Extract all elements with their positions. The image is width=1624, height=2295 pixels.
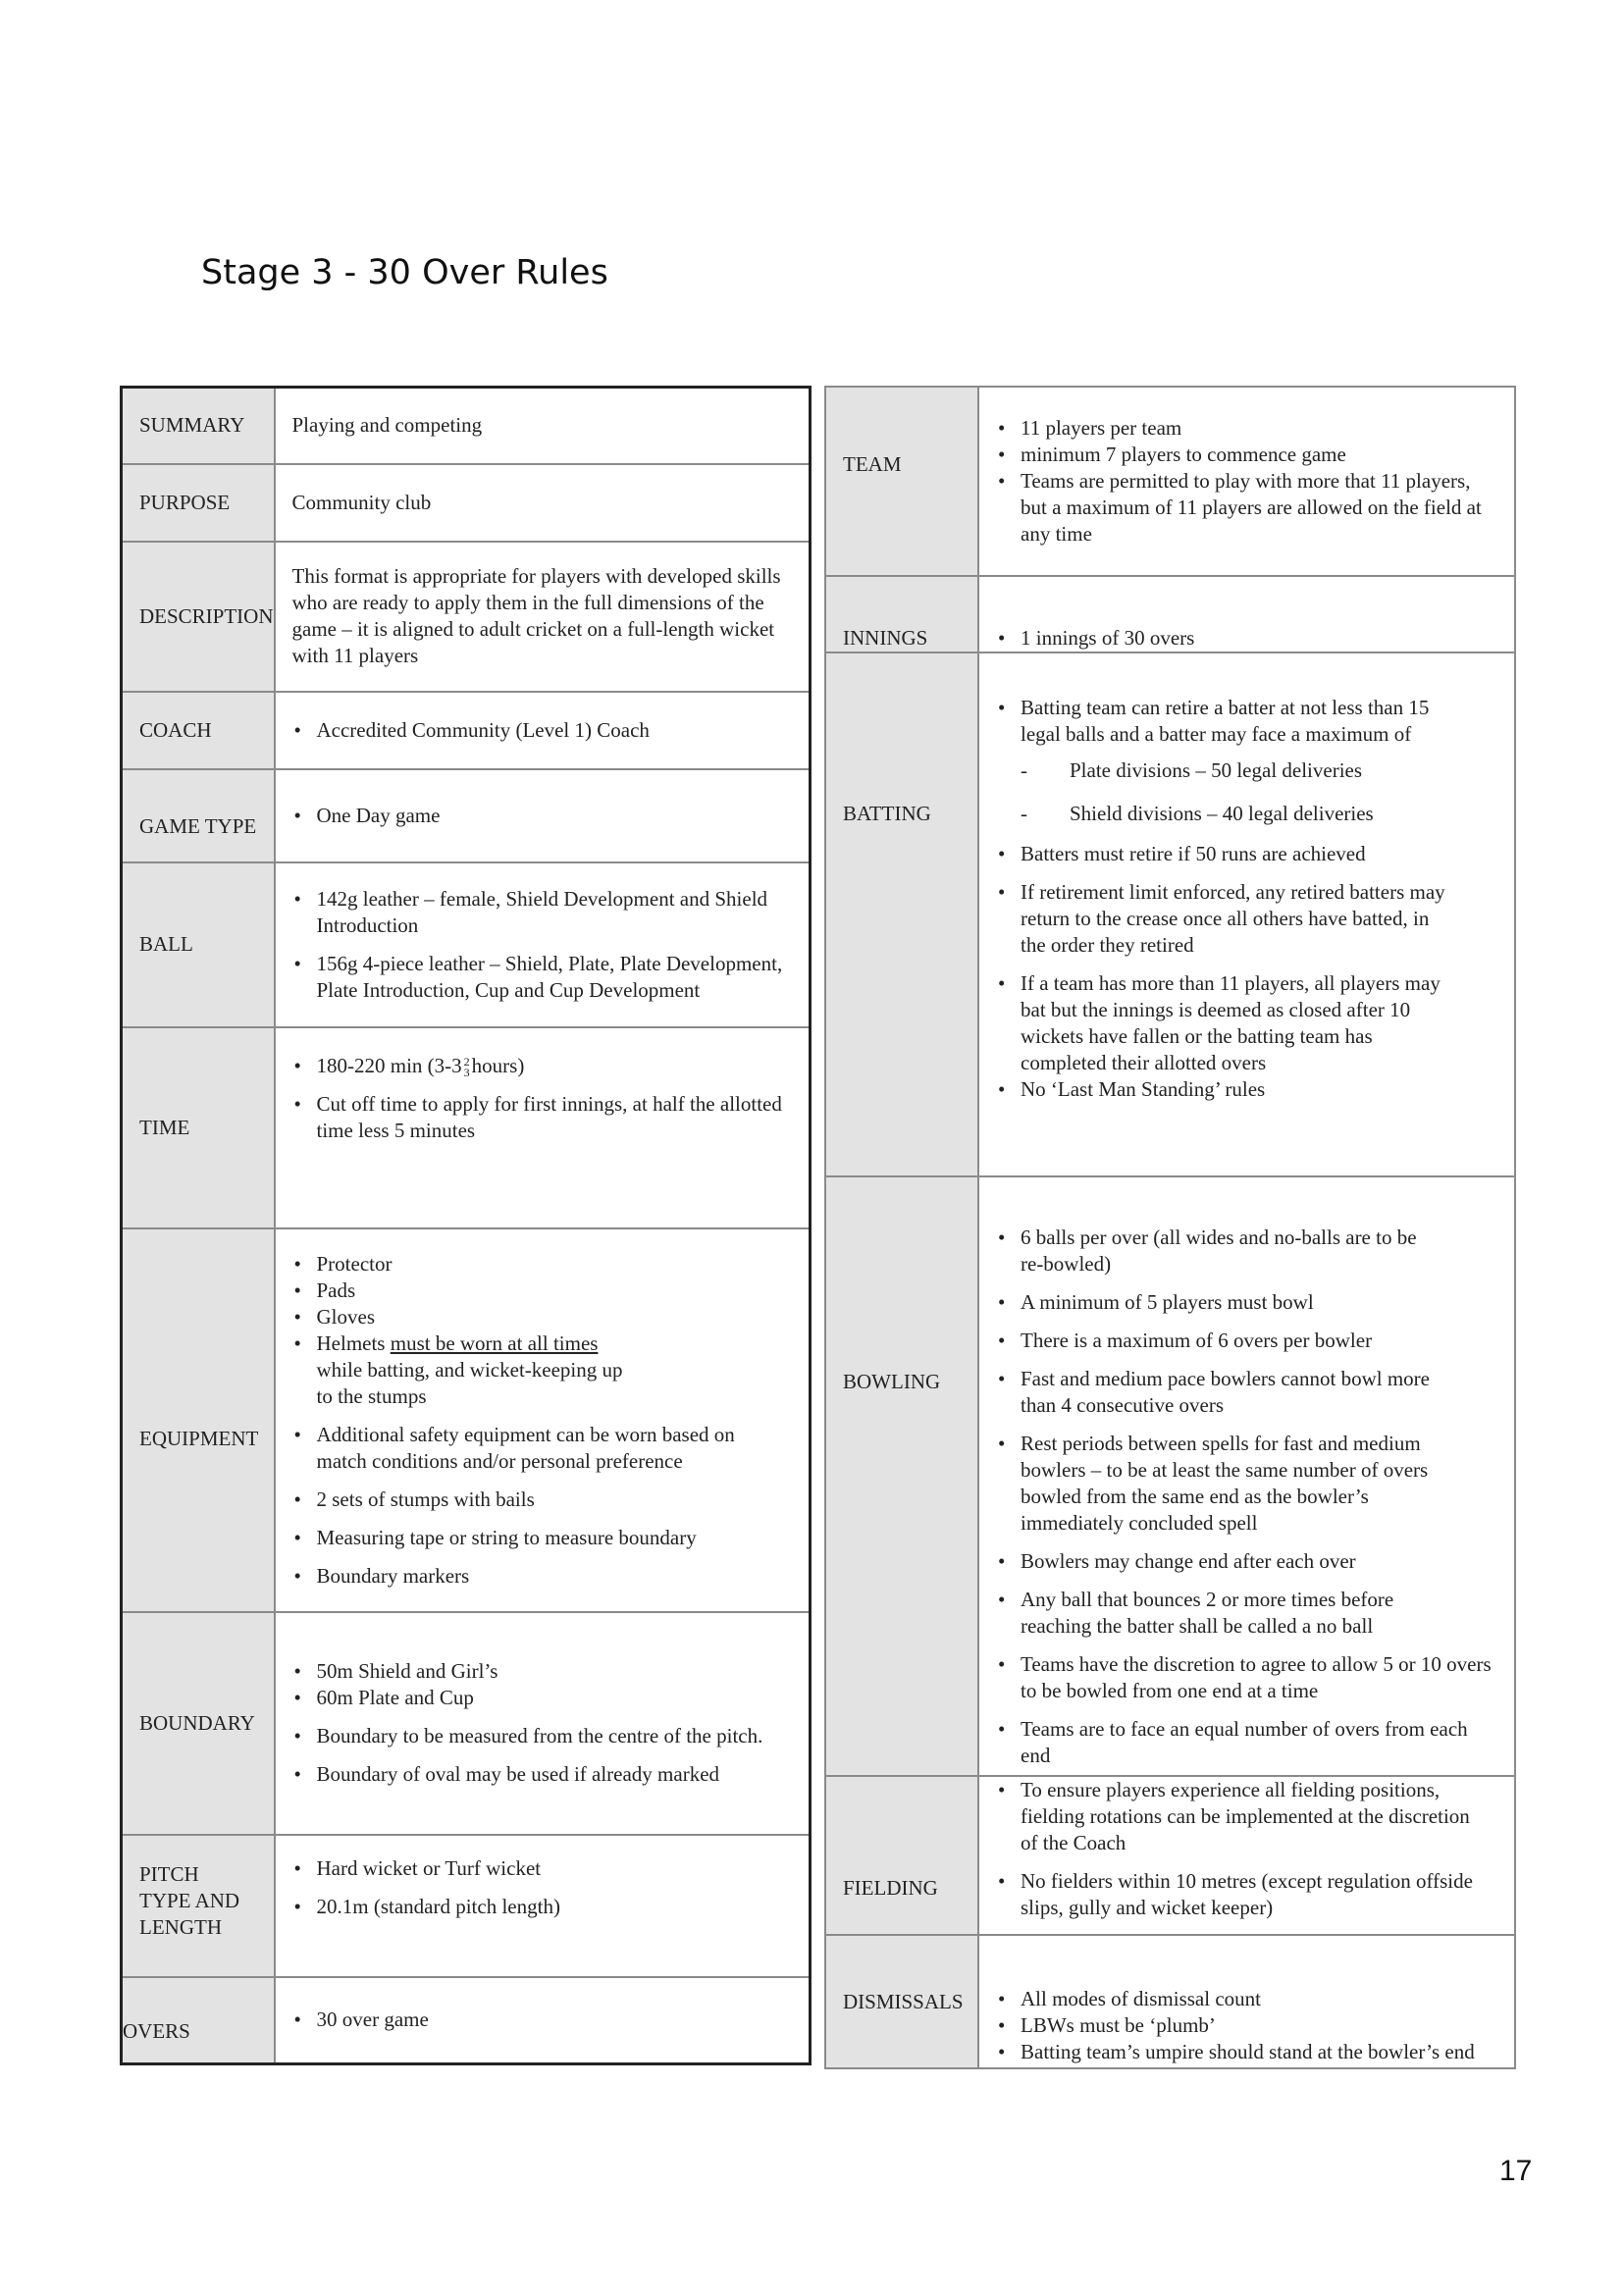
game-type-item: • One Day game	[292, 803, 800, 829]
label-dismissals: DISMISSALS	[825, 1935, 978, 2068]
helmets-post: while batting, and wicket-keeping up to the stumps	[316, 1357, 623, 1408]
page-number: 17	[1499, 2155, 1533, 2187]
helmets-pre: Helmets	[316, 1330, 391, 1355]
label-innings: INNINGS	[825, 576, 978, 652]
batting-intro: • Batting team can retire a batter at not less than 15 legal balls and a batter may face a maximum of	[996, 695, 1455, 748]
row-dismissals	[825, 1935, 1515, 2068]
description-text: This format is appropriate for players with developed skills who are ready to apply them in the full dimensions of the game – it is aligned to adult cricket on a full-length wicket with 11 players	[275, 542, 811, 692]
equipment-item: • Pads	[292, 1278, 790, 1304]
row-equipment	[122, 1228, 811, 1612]
boundary-item: • Boundary of oval may be used if already marked	[292, 1761, 770, 1788]
bowling-item: • Teams are to face an equal number of overs from each end	[996, 1716, 1494, 1769]
time-prefix: 180-220 min (3-3	[316, 1053, 462, 1077]
row-ball	[122, 862, 811, 1027]
boundary-item: • 50m Shield and Girl’s	[292, 1658, 770, 1685]
bowling-item: • 6 balls per over (all wides and no-balls are to be re-bowled)	[996, 1225, 1494, 1278]
fielding-item: • To ensure players experience all fielding positions, fielding rotations can be implemented at the discretion of the Coach	[996, 1777, 1475, 1856]
bowling-item: • A minimum of 5 players must bowl	[996, 1289, 1494, 1316]
rules-table-left	[120, 386, 812, 2065]
innings-item: • 1 innings of 30 overs	[996, 625, 1504, 652]
fielding-item: • No fielders within 10 metres (except regulation offside slips, gully and wicket keeper)	[996, 1868, 1475, 1921]
frac-den: 3	[463, 1065, 470, 1079]
batting-dash-item: - Shield divisions – 40 legal deliveries	[996, 801, 1455, 827]
ball-content	[275, 862, 811, 1027]
innings-content	[978, 576, 1515, 652]
bowling-content	[978, 1176, 1515, 1776]
time-item	[292, 1053, 800, 1079]
bowling-item: • Any ball that bounces 2 or more times before reaching the batter shall be called a no ball	[996, 1587, 1494, 1640]
dismissals-content	[978, 1935, 1515, 2068]
time-cutoff: • Cut off time to apply for first innings, at half the allotted time less 5 minutes	[292, 1091, 800, 1144]
row-overs	[122, 1977, 811, 2064]
pitch-item: • 20.1m (standard pitch length)	[292, 1894, 800, 1920]
time-content	[275, 1027, 811, 1228]
overs-content	[275, 1977, 811, 2064]
label-game-type: GAME TYPE	[122, 769, 275, 862]
boundary-item: • 60m Plate and Cup	[292, 1685, 770, 1711]
row-summary	[122, 388, 811, 464]
equipment-item: • Boundary markers	[292, 1563, 790, 1590]
label-time: TIME	[122, 1027, 275, 1228]
equipment-item: • Additional safety equipment can be worn based on match conditions and/or personal preference	[292, 1422, 790, 1475]
row-fielding	[825, 1776, 1515, 1935]
bowling-item: • Fast and medium pace bowlers cannot bowl more than 4 consecutive overs	[996, 1366, 1494, 1419]
label-description: DESCRIPTION	[122, 542, 275, 692]
equipment-content	[275, 1228, 811, 1612]
row-coach	[122, 692, 811, 769]
overs-item: • 30 over game	[292, 2007, 800, 2033]
page-title: Stage 3 - 30 Over Rules	[201, 253, 608, 292]
dismissals-item: • All modes of dismissal count	[996, 1986, 1485, 2012]
label-ball: BALL	[122, 862, 275, 1027]
bowling-item: • Teams have the discretion to agree to allow 5 or 10 overs to be bowled from one end at a time	[996, 1651, 1494, 1704]
label-coach: COACH	[122, 692, 275, 769]
ball-item: • 142g leather – female, Shield Development and Shield Introduction	[292, 886, 808, 939]
fraction	[463, 1054, 470, 1079]
equipment-item: • Gloves	[292, 1304, 790, 1330]
team-item: • Teams are permitted to play with more that 11 players, but a maximum of 11 players are allowed on the field at any time	[996, 468, 1494, 548]
batting-item: • If retirement limit enforced, any retired batters may return to the crease once all others have batted, in the order they retired	[996, 879, 1455, 959]
label-pitch: PITCH TYPE AND LENGTH	[122, 1835, 275, 1977]
batting-item: • If a team has more than 11 players, all players may bat but the innings is deemed as closed after 10 wickets have fallen or the batting team has completed their allotted overs	[996, 970, 1455, 1076]
coach-item: • Accredited Community (Level 1) Coach	[292, 717, 800, 744]
coach-content	[275, 692, 811, 769]
label-equipment: EQUIPMENT	[122, 1228, 275, 1612]
game-type-content	[275, 769, 811, 862]
row-innings	[825, 576, 1515, 652]
dismissals-item: • Batting team’s umpire should stand at the bowler’s end	[996, 2039, 1485, 2065]
pitch-content	[275, 1835, 811, 1977]
team-item: • 11 players per team	[996, 415, 1494, 442]
time-suffix: hours)	[471, 1053, 525, 1077]
summary-text: Playing and competing	[275, 388, 811, 464]
row-description	[122, 542, 811, 692]
pitch-item: • Hard wicket or Turf wicket	[292, 1855, 800, 1882]
bowling-item: • Bowlers may change end after each over	[996, 1548, 1494, 1575]
label-overs: OVERS	[122, 1977, 275, 2064]
equipment-item: • 2 sets of stumps with bails	[292, 1487, 790, 1513]
label-batting: BATTING	[825, 652, 978, 1176]
batting-content	[978, 652, 1515, 1176]
row-bowling	[825, 1176, 1515, 1776]
equipment-item: • Measuring tape or string to measure boundary	[292, 1525, 790, 1551]
row-time	[122, 1027, 811, 1228]
team-content	[978, 387, 1515, 576]
fielding-content	[978, 1776, 1515, 1935]
label-team: TEAM	[825, 387, 978, 576]
purpose-text: Community club	[275, 464, 811, 542]
boundary-content	[275, 1612, 811, 1835]
batting-last: • No ‘Last Man Standing’ rules	[996, 1076, 1455, 1103]
dismissals-item: • LBWs must be ‘plumb’	[996, 2012, 1485, 2039]
ball-item: • 156g 4-piece leather – Shield, Plate, Plate Development, Plate Introduction, Cup and Cup Development	[292, 951, 808, 1004]
label-purpose: PURPOSE	[122, 464, 275, 542]
rules-table-right	[824, 386, 1516, 2069]
row-game-type	[122, 769, 811, 862]
label-bowling: BOWLING	[825, 1176, 978, 1776]
row-boundary	[122, 1612, 811, 1835]
batting-dash-item: - Plate divisions – 50 legal deliveries	[996, 757, 1455, 784]
row-purpose	[122, 464, 811, 542]
label-fielding: FIELDING	[825, 1776, 978, 1935]
row-team	[825, 387, 1515, 576]
row-pitch	[122, 1835, 811, 1977]
bowling-item: • Rest periods between spells for fast and medium bowlers – to be at least the same number of overs bowled from the same end as the bowler’s immediately concluded spell	[996, 1431, 1494, 1537]
batting-item: • Batters must retire if 50 runs are achieved	[996, 841, 1455, 867]
bowling-item: • There is a maximum of 6 overs per bowler	[996, 1328, 1494, 1354]
equipment-helmets	[292, 1330, 790, 1410]
team-item: • minimum 7 players to commence game	[996, 442, 1494, 468]
label-boundary: BOUNDARY	[122, 1612, 275, 1835]
frac-num: 2	[463, 1054, 470, 1069]
boundary-item: • Boundary to be measured from the centre of the pitch.	[292, 1723, 770, 1749]
row-batting	[825, 652, 1515, 1176]
label-summary: SUMMARY	[122, 388, 275, 464]
helmets-underline: must be worn at all times	[390, 1330, 599, 1355]
equipment-item: • Protector	[292, 1251, 790, 1278]
